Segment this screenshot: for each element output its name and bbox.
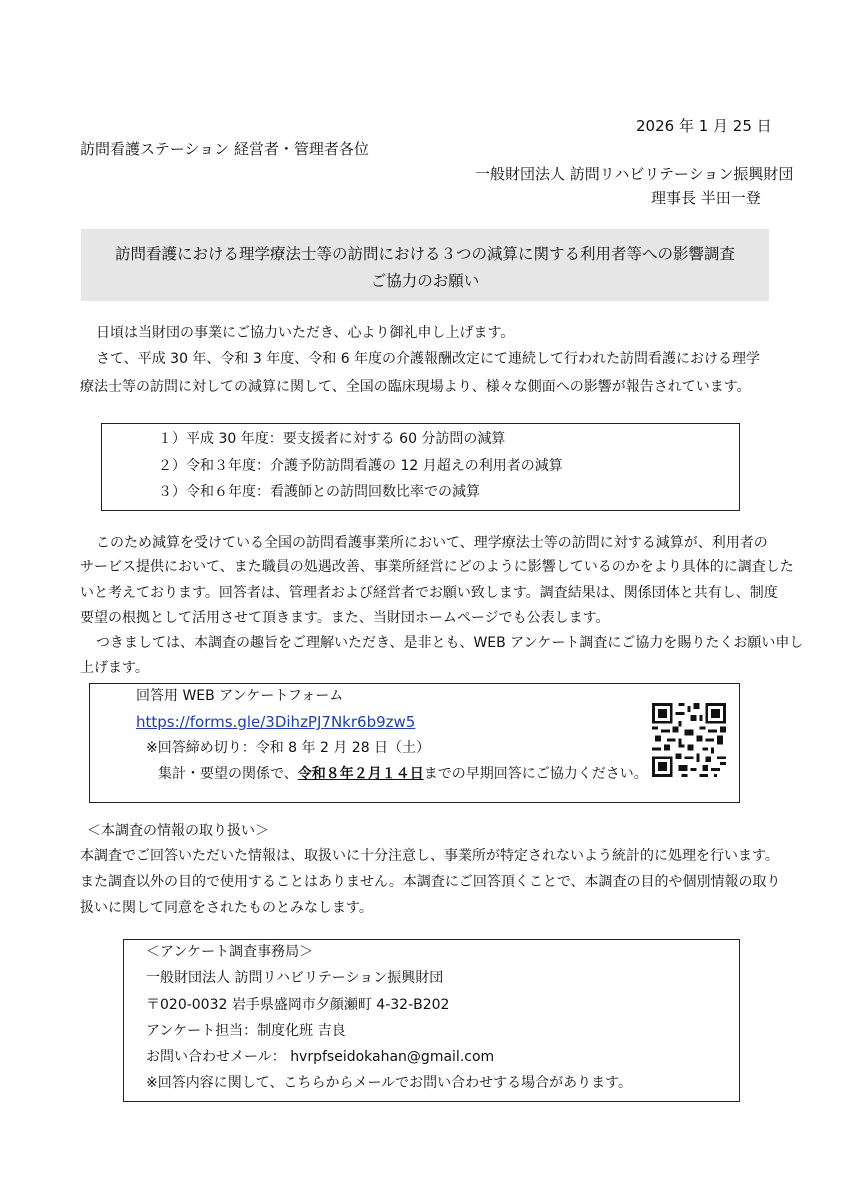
- survey-deadline: ※回答締め切り：令和 8 年 2 月 28 日（土）: [146, 740, 431, 756]
- survey-form-label: 回答用 WEB アンケートフォーム: [136, 688, 344, 704]
- early-response-suffix: までの早期回答にご協力ください。: [423, 766, 648, 782]
- intro-line-1: 日頃は当財団の事業にご協力いただき、心より御礼申し上げます。: [96, 325, 515, 341]
- reduction-item: ３）令和６年度：看護師との訪問回数比率での減算: [158, 484, 480, 500]
- handling-line-3: 扱いに関して同意をされたものとみなします。: [80, 900, 373, 916]
- sender-title: 理事長 半田一登: [651, 189, 761, 207]
- survey-url-link[interactable]: https://forms.gle/3DihzPJ7Nkr6b9zw5: [136, 713, 416, 731]
- early-response-note: [158, 764, 648, 784]
- office-address: 〒020-0032 岩手県盛岡市夕顔瀬町 4-32-B202: [146, 997, 450, 1013]
- body-line-1: このため減算を受けている全国の訪問看護事業所において、理学療法士等の訪問に対する減算が、利用者の: [96, 535, 768, 551]
- reduction-item: ２）令和３年度：介護予防訪問看護の 12 月超えの利用者の減算: [158, 458, 563, 474]
- early-response-prefix: 集計・要望の関係で、: [158, 766, 298, 782]
- handling-line-1: 本調査でご回答いただいた情報は、取扱いに十分注意し、事業所が特定されないよう統計的に処理を行います。: [80, 848, 779, 864]
- body-line-6: 上げます。: [80, 660, 149, 676]
- office-email-label: お問い合わせメール：: [146, 1049, 286, 1065]
- handling-heading: ＜本調査の情報の取り扱い＞: [87, 823, 269, 839]
- survey-box: [89, 683, 740, 803]
- office-email-row: [146, 1047, 494, 1067]
- document-title-line1: 訪問看護における理学療法士等の訪問における３つの減算に関する利用者等への影響調査: [114, 245, 735, 263]
- office-box: [123, 939, 740, 1102]
- document-date: 2026 年 1 月 25 日: [636, 117, 772, 135]
- intro-line-3: 療法士等の訪問に対しての減算に関して、全国の臨床現場より、様々な側面への影響が報告されています。: [80, 379, 751, 395]
- office-email-link[interactable]: hvrpfseidokahan@gmail.com: [290, 1049, 495, 1065]
- document-title-line2: ご協力のお願い: [370, 272, 480, 290]
- early-response-date: 令和８年２月１４日: [297, 766, 424, 782]
- office-org: 一般財団法人 訪問リハビリテーション振興財団: [146, 970, 444, 986]
- body-line-3: いと考えております。回答者は、管理者および経営者でお願い致します。調査結果は、関係団体と共有し、制度: [80, 585, 778, 601]
- recipient-line: 訪問看護ステーション 経営者・管理者各位: [80, 140, 369, 158]
- office-contact: アンケート担当：制度化班 吉良: [146, 1023, 346, 1039]
- office-note: ※回答内容に関して、こちらからメールでお問い合わせする場合があります。: [146, 1075, 633, 1091]
- reduction-item: １）平成 30 年度：要支援者に対する 60 分訪問の減算: [158, 431, 506, 447]
- body-line-4: 要望の根拠として活用させて頂きます。また、当財団ホームページでも公表します。: [80, 610, 610, 626]
- intro-line-2: さて、平成 30 年、令和 3 年度、令和 6 年度の介護報酬改定にて連続して行われた訪問看護における理学: [96, 351, 761, 367]
- reductions-box: [101, 423, 740, 511]
- qr-code-icon[interactable]: [652, 703, 726, 777]
- handling-line-2: また調査以外の目的で使用することはありません。本調査にご回答頂くことで、本調査の目的や個別情報の取り: [80, 874, 781, 890]
- office-heading: ＜アンケート調査事務局＞: [146, 944, 314, 960]
- body-line-5: つきましては、本調査の趣旨をご理解いただき、是非とも、WEB アンケート調査にご協力を賜りたくお願い申し: [96, 635, 804, 651]
- body-line-2: サービス提供において、また職員の処遇改善、事業所経営にどのように影響しているのかをより具体的に調査した: [80, 559, 794, 575]
- title-band: [81, 229, 769, 301]
- sender-org: 一般財団法人 訪問リハビリテーション振興財団: [475, 165, 794, 183]
